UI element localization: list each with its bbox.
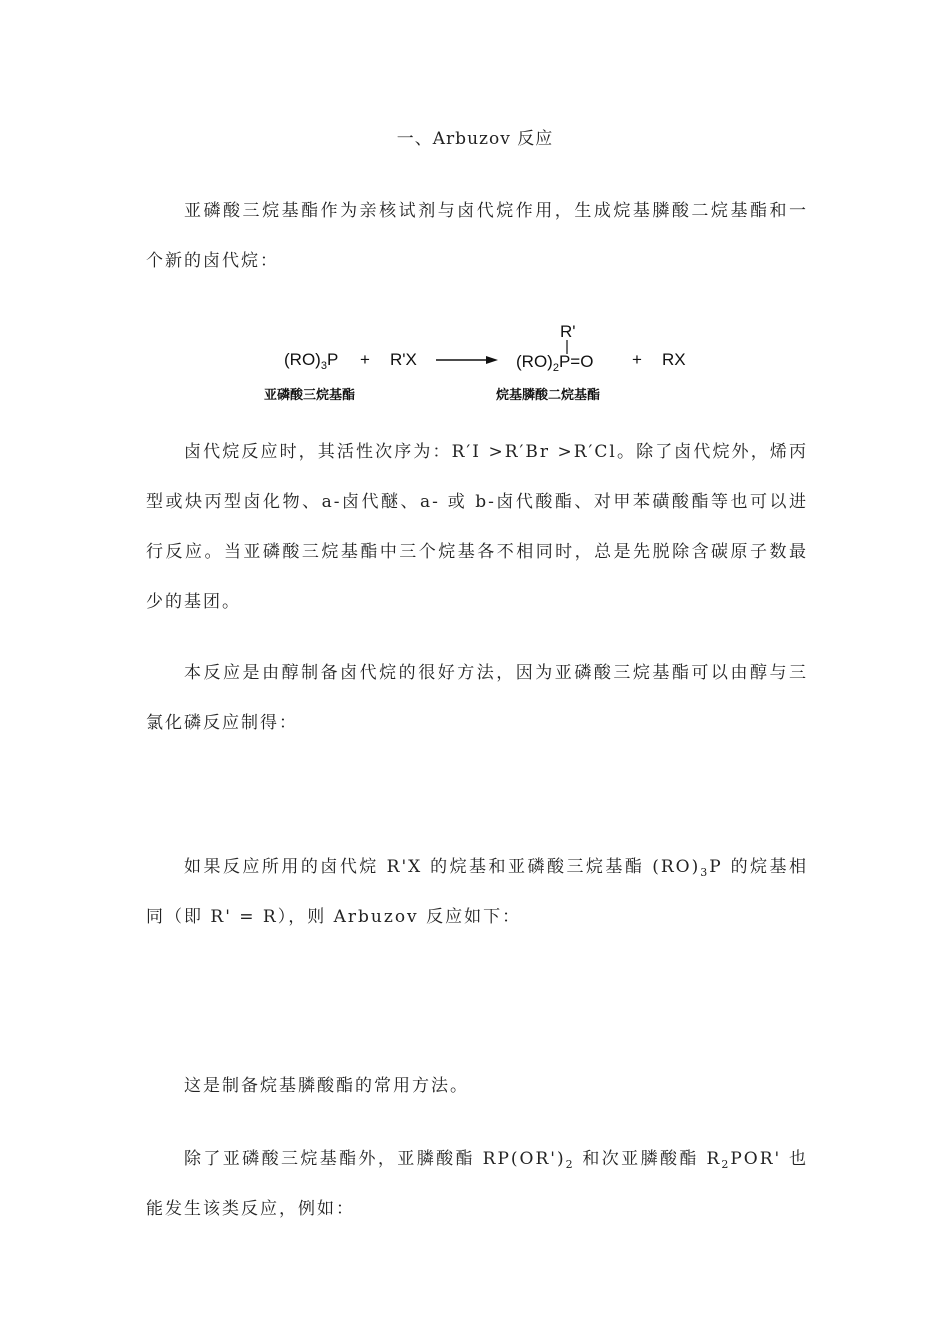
paragraph-same-alkyl: 如果反应所用的卤代烷 R'X 的烷基和亚磷酸三烷基酯 $(RO)_3P$ 的烷基相同（即 R' = R），则 Arbuzov 反应如下：: [146, 857, 809, 927]
paragraph-intro: 亚磷酸三烷基酯作为亲核试剂与卤代烷作用，生成烷基膦酸二烷基酯和一个新的卤代烷：: [146, 201, 808, 271]
equation-product-phosphonate: $(RO)_2P=O$: [516, 352, 594, 374]
equation-plus-2: +: [632, 350, 642, 369]
equation-product-r-group: R': [560, 322, 576, 341]
label-product: 烷基膦酸二烷基酯: [496, 388, 601, 403]
equation-plus-1: +: [360, 350, 370, 369]
equation-reactant-phosphite: $(RO)_3P$: [284, 350, 339, 372]
reaction-arrow-icon: [436, 352, 500, 368]
paragraph-common-method: 这是制备烷基膦酸酯的常用方法。: [184, 1076, 469, 1096]
equation-byproduct: RX: [662, 350, 686, 369]
equation-reactant-haloalkane: R'X: [390, 350, 417, 369]
label-reactant: 亚磷酸三烷基酯: [264, 388, 356, 403]
arbuzov-equation: [0, 316, 950, 416]
paragraph-other-esters: 除了亚磷酸三烷基酯外，亚膦酸酯 $RP(OR')_2$ 和次亚膦酸酯 $R_2POR'$ 也能发生该类反应，例如：: [146, 1149, 808, 1219]
paragraph-reactivity: 卤代烷反应时，其活性次序为：R′I >R′Br >R′Cl。除了卤代烷外，烯丙型或炔丙型卤化物、a-卤代醚、a- 或 b-卤代酸酯、对甲苯磺酸酯等也可以进行反应。当亚磷酸三烷基酯中三个烷基各不相同时，总是先脱除含碳原子数最少的基团。: [146, 442, 808, 612]
paragraph-preparation: 本反应是由醇制备卤代烷的很好方法，因为亚磷酸三烷基酯可以由醇与三氯化磷反应制得：: [146, 663, 808, 733]
section-title: 一、Arbuzov 反应: [396, 129, 554, 149]
